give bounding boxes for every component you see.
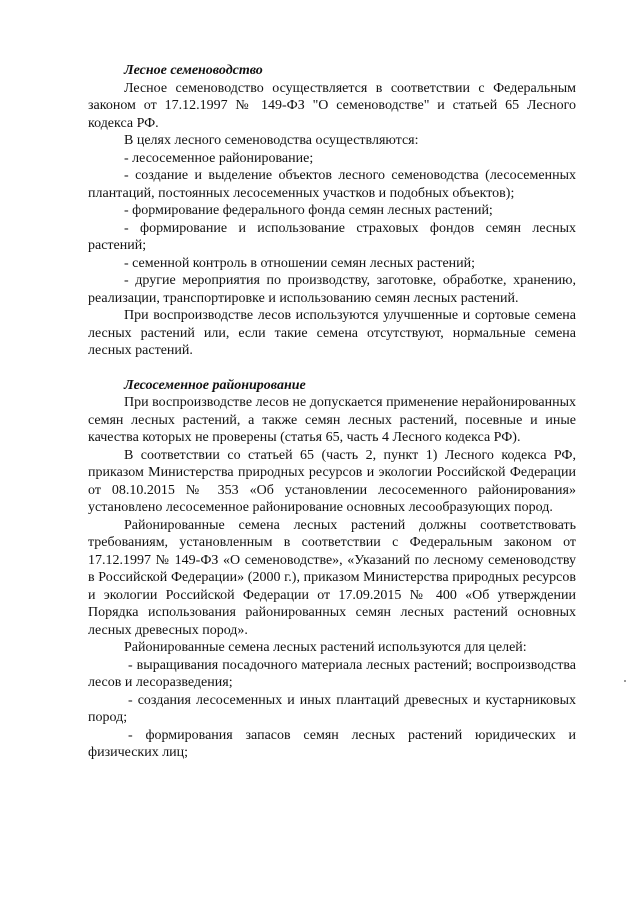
paragraph: В целях лесного семеноводства осуществляются: <box>124 133 419 148</box>
paragraph: При воспроизводстве лесов не допускается применение нерайонированных семян лесных растений, а также семян лесных растений, посевные и иные качества которых не проверены (статья 65, часть 4 Лесного кодекса РФ). <box>88 395 576 445</box>
document-page <box>88 62 576 762</box>
list-item: - формирования запасов семян лесных растений юридических и физических лиц; <box>88 727 576 760</box>
list-item: - создание и выделение объектов лесного семеноводства (лесосеменных плантаций, постоянных лесосеменных участков и подобных объектов); <box>88 168 576 201</box>
list-item: - другие мероприятия по производству, заготовке, обработке, хранению, реализации, транспортировке и использованию семян лесных растений. <box>88 273 576 306</box>
paragraph: Районированные семена лесных растений используются для целей: <box>124 640 527 655</box>
list-item: - семенной контроль в отношении семян лесных растений; <box>124 255 476 271</box>
list-item: - формирование федерального фонда семян лесных растений; <box>124 203 493 218</box>
list-item: - лесосеменное районирование; <box>124 150 314 166</box>
paragraph: В соответствии со статьей 65 (часть 2, пункт 1) Лесного кодекса РФ, приказом Министерства природных ресурсов и экологии Российской Федерации от 08.10.2015 № 353 «Об установлении лесосеменного районирования» установлено лесосеменное районирование основных лесообразующих пород. <box>88 447 576 515</box>
section-spacer <box>88 360 576 377</box>
section-heading-forest-seed-production: Лесное семеноводство <box>124 63 263 78</box>
list-item: - формирование и использование страховых фондов семян лесных растений; <box>88 220 576 253</box>
list-item: - создания лесосеменных и иных плантаций древесных и кустарниковых пород; <box>88 692 576 725</box>
paragraph: Районированные семена лесных растений должны соответствовать требованиям, установленным в соответствии с Федеральным законом от 17.12.1997 № 149-ФЗ «О семеноводстве», «Указаний по лесному семеноводству в Российской Федерации» (2000 г.), приказом Министерства природных ресурсов и экологии Российской Федерации от 17.09.2015 № 400 «Об утверждении Порядка использования районированных семян лесных растений основных лесных древесных пород». <box>88 517 576 638</box>
paragraph: При воспроизводстве лесов используются улучшенные и сортовые семена лесных растений или, если такие семена отсутствуют, нормальные семена лесных растений. <box>88 308 576 358</box>
list-item: - выращивания посадочного материала лесных растений; воспроизводства лесов и лесоразведения; <box>88 657 576 690</box>
section-heading-seed-zoning: Лесосеменное районирование <box>124 377 306 393</box>
paragraph: Лесное семеноводство осуществляется в соответствии с Федеральным законом от 17.12.1997 № 149-ФЗ "О семеноводстве" и статьей 65 Лесного кодекса РФ. <box>88 80 576 131</box>
scan-speck <box>624 680 626 682</box>
